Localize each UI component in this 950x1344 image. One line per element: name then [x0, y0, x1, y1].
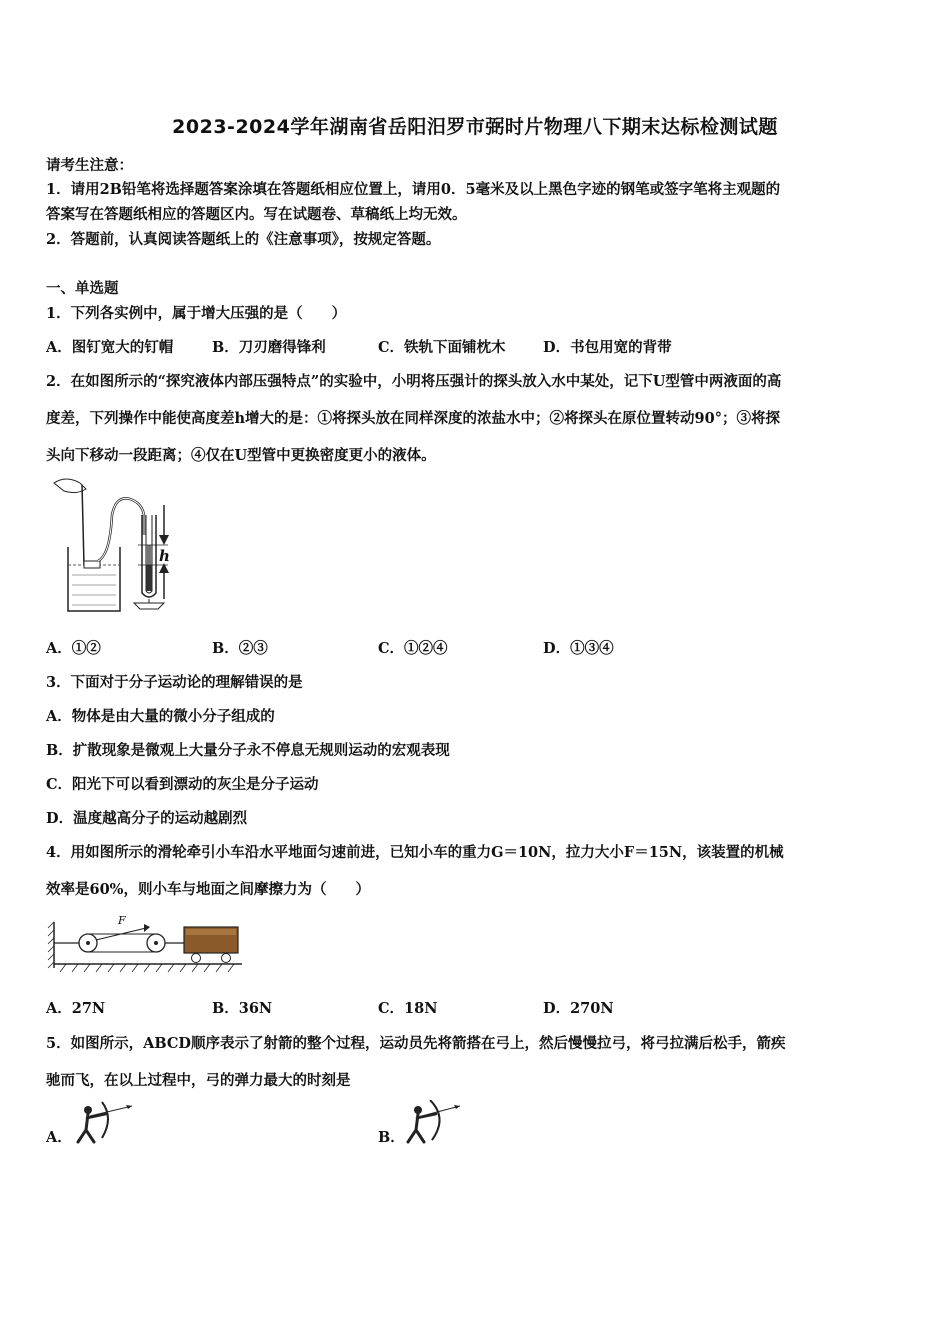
- q5-line-2: 驰而飞，在以上过程中，弓的弹力最大的时刻是: [46, 1072, 351, 1089]
- figure-label-h: h: [159, 547, 170, 565]
- q3-option-d: D．温度越高分子的运动越剧烈: [46, 810, 248, 827]
- beaker: [68, 547, 120, 611]
- q3-option-b: B．扩散现象是微观上大量分子永不停息无规则运动的宏观表现: [46, 742, 450, 759]
- q4-option-d: D．270N: [543, 1000, 614, 1017]
- water-hatching: [72, 575, 116, 605]
- q1-option-d: D．书包用宽的背带: [543, 339, 672, 356]
- q1-option-a: A．图钉宽大的钉帽: [46, 339, 174, 356]
- notice-heading: 请考生注意：: [46, 157, 133, 174]
- q2-line-3: 头向下移动一段距离；④仅在U型管中更换密度更小的液体。: [46, 447, 436, 464]
- q2-option-d: D．①③④: [543, 640, 614, 657]
- pulley-cart-figure: [46, 910, 246, 980]
- pressure-gauge-figure: [46, 475, 186, 615]
- hose: [98, 498, 144, 561]
- q3-option-a: A．物体是由大量的微小分子组成的: [46, 708, 275, 725]
- exam-title: 2023-2024学年湖南省岳阳汨罗市弼时片物理八下期末达标检测试题: [172, 116, 778, 138]
- q2-option-b: B．②③: [212, 640, 268, 657]
- probe-head: [84, 561, 100, 568]
- q1-stem: 1．下列各实例中，属于增大压强的是（ ）: [46, 305, 347, 322]
- q4-option-a: A．27N: [46, 1000, 106, 1017]
- q1-option-c: C．铁轨下面铺枕木: [378, 339, 506, 356]
- q2-line-2: 度差，下列操作中能使高度差h增大的是：①将探头放在同样深度的浓盐水中；②将探头在原位置转动90°；③将探: [46, 410, 780, 427]
- archer-a-figure: [74, 1100, 136, 1146]
- notice-line-3: 2．答题前，认真阅读答题纸上的《注意事项》，按规定答题。: [46, 231, 441, 248]
- q5-line-1: 5．如图所示，ABCD顺序表示了射箭的整个过程，运动员先将箭搭在弓上，然后慢慢拉弓，将弓拉满后松手，箭疾: [46, 1035, 786, 1052]
- q2-line-1: 2．在如图所示的“探究液体内部压强特点”的实验中，小明将压强计的探头放入水中某处，记下U型管中两液面的高: [46, 373, 782, 390]
- q1-option-b: B．刀刃磨得锋利: [212, 339, 326, 356]
- section-heading: 一、单选题: [46, 280, 119, 297]
- liquid-left: [146, 565, 152, 591]
- q5-option-a: A．: [46, 1129, 72, 1146]
- q2-option-c: C．①②④: [378, 640, 448, 657]
- figure-label-f: F: [118, 914, 126, 927]
- cart-wheel: [192, 954, 201, 963]
- q4-option-c: C．18N: [378, 1000, 438, 1017]
- cart-wheel: [222, 954, 231, 963]
- q3-option-c: C．阳光下可以看到漂动的灰尘是分子运动: [46, 776, 319, 793]
- q3-stem: 3．下面对于分子运动论的理解错误的是: [46, 674, 303, 691]
- notice-line-2: 答案写在答题纸相应的答题区内。写在试题卷、草稿纸上均无效。: [46, 206, 467, 223]
- q2-option-a: A．①②: [46, 640, 101, 657]
- probe-rod: [82, 485, 84, 565]
- q5-option-b: B．: [378, 1129, 405, 1146]
- q4-line-2: 效率是60%，则小车与地面之间摩擦力为（ ）: [46, 881, 370, 898]
- q4-option-b: B．36N: [212, 1000, 273, 1017]
- archer-b-figure: [404, 1100, 466, 1146]
- q4-line-1: 4．用如图所示的滑轮牵引小车沿水平地面匀速前进，已知小车的重力G＝10N，拉力大小F＝15N，该装置的机械: [46, 844, 784, 861]
- notice-line-1: 1．请用2B铅笔将选择题答案涂填在答题纸相应位置上，请用0．5毫米及以上黑色字迹的钢笔或签字笔将主观题的: [46, 181, 781, 198]
